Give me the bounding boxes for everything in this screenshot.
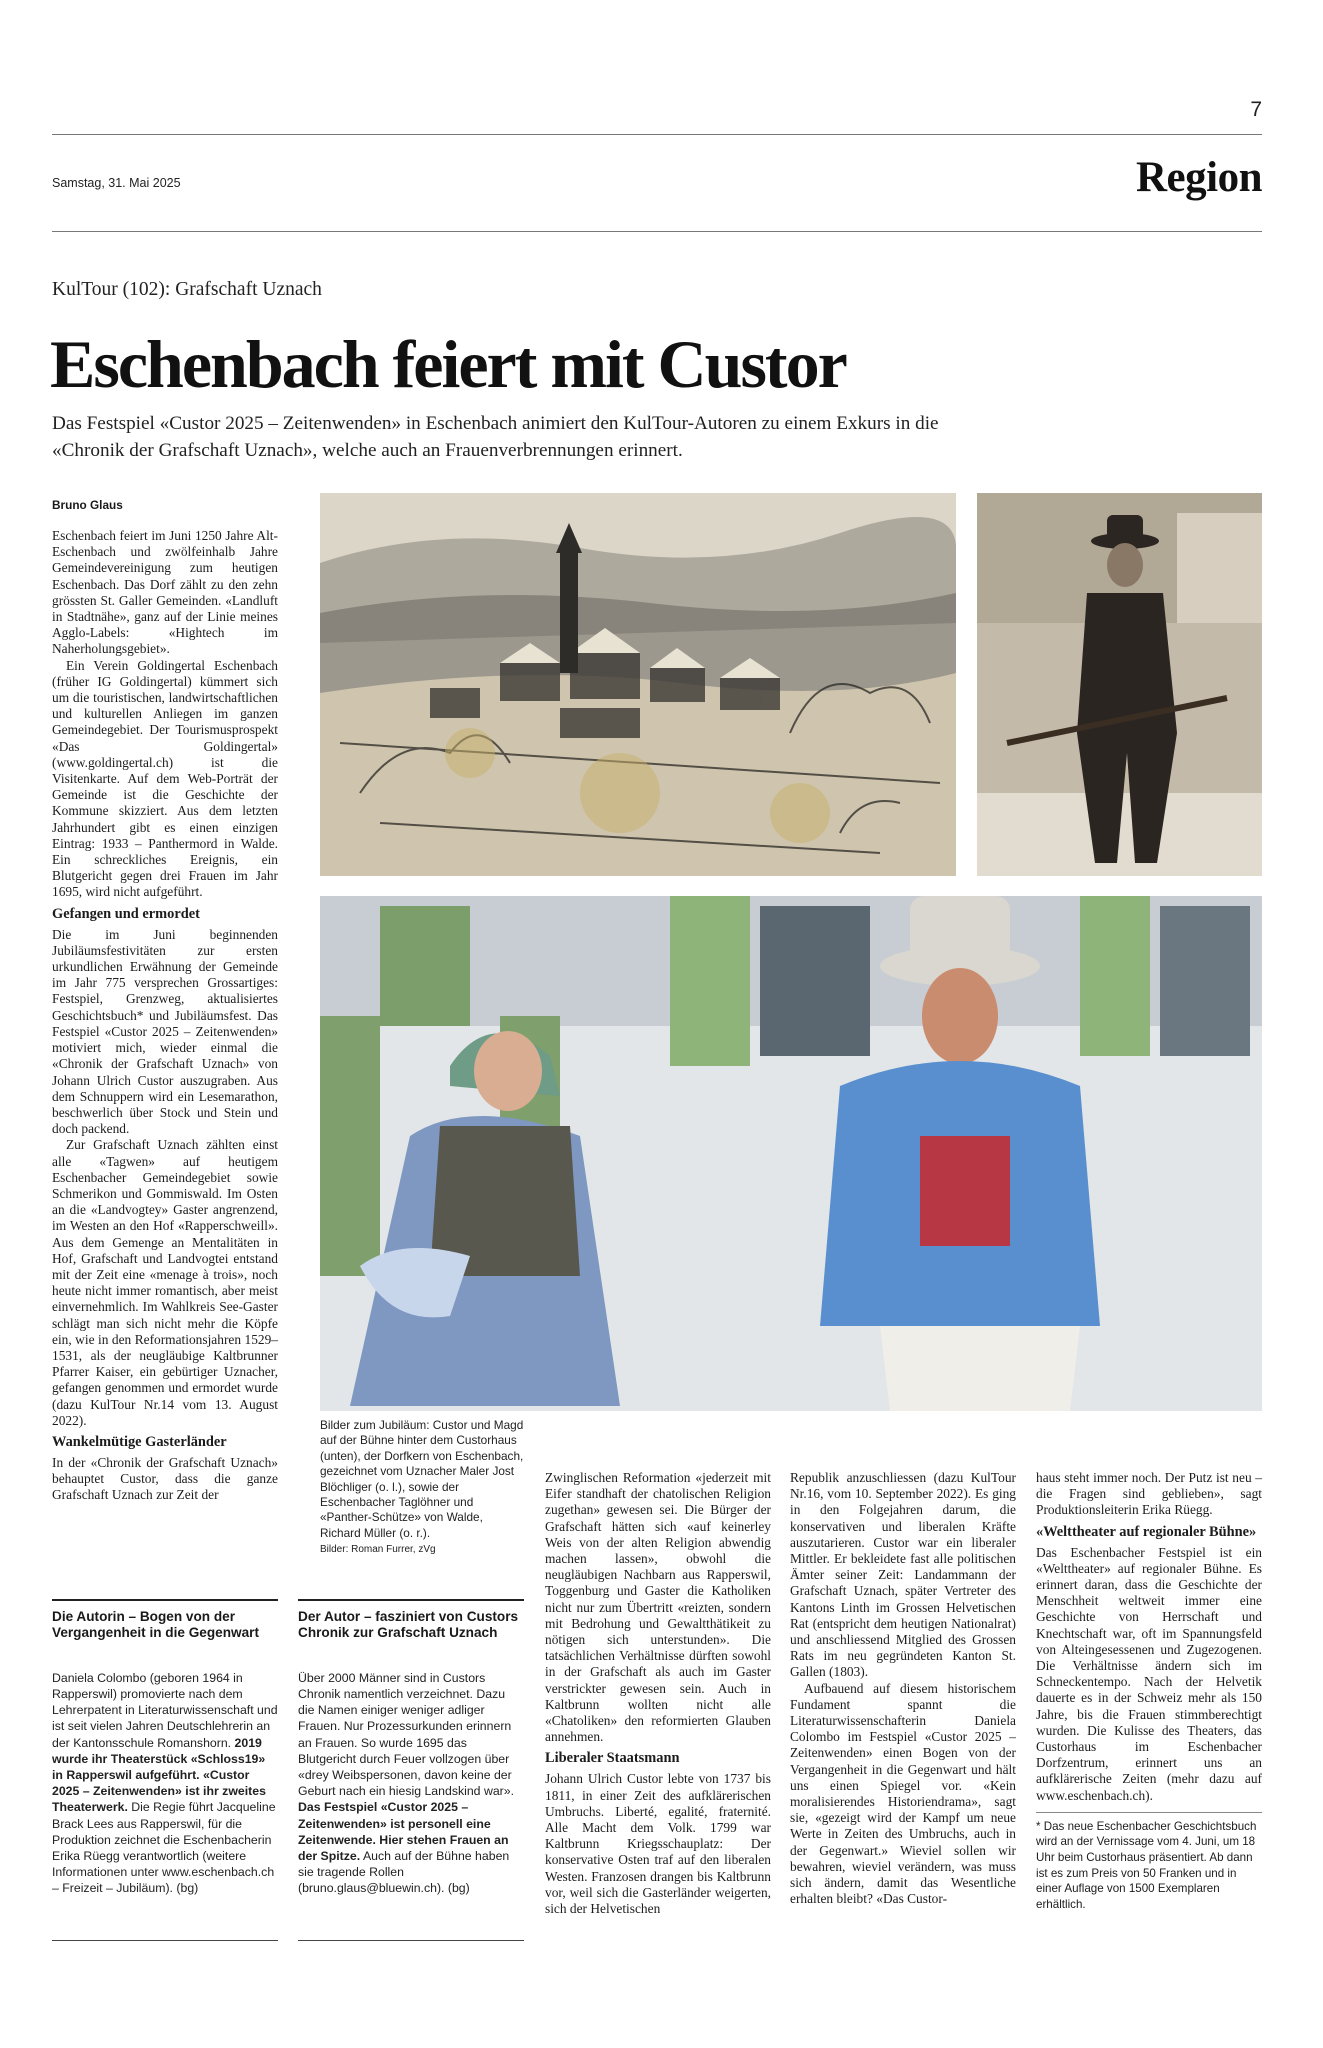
body-column-4 bbox=[790, 1470, 1016, 1907]
box-top-rule bbox=[298, 1599, 524, 1601]
paragraph: Republik anzuschliessen (dazu KulTour Nr.16, vom 10. September 2022). Es ging in den Folgejahren darum, die konservativen und liberalen Kräfte auszutarieren. Custor war ein liberaler Mittler. Er bekleidete fast alle politischen Ämter seiner Zeit: Landammann der Grafschaft Uznach, später Vertreter des Kantons Linth im Grossen Helvetischen Rat (entspricht dem heutigen Nationalrat) und anschliessend Mitglied des Grossen Rats im neu gegründeten Kanton St. Gallen (1803). bbox=[790, 1470, 1016, 1680]
paragraph: Zwinglischen Reformation «jederzeit mit Eifer standhaft der chatolischen Religion zugethan» gewesen sei. Die Bürger der Grafschaft hätten sich «auf keinerley Weis von der alten Religion abwendig machen lassen», obwohl die neugläubigen Nachbarn aus Rapperswil, Toggenburg und Gaster die Katholiken nicht nur zum Übertritt «reizten, sondern mit Bedrohung und Gewaltthätikeit zu nötigen sich unterstunden». Die tatsächlichen Verhältnisse dürften sowohl in der Grafschaft als auch im Gaster verstrickter gewesen sein. Auch in Kaltbrunn wollten nicht alle «Chatoliken» den reformierten Glauben annehmen. bbox=[545, 1470, 771, 1745]
kicker: KulTour (102): Grafschaft Uznach bbox=[52, 279, 322, 300]
box-title: Der Autor – fasziniert von Custors Chronik zur Grafschaft Uznach bbox=[298, 1609, 519, 1641]
photo-caption bbox=[320, 1418, 525, 1558]
drawing-village-image bbox=[320, 493, 956, 876]
issue-date: Samstag, 31. Mai 2025 bbox=[52, 176, 181, 190]
paragraph: Johann Ulrich Custor lebte von 1737 bis 1811, in einer Zeit des aufklärerischen Umbruchs. Liberté, egalité, fraternité. Alle Macht dem Volk. 1799 war Kaltbrunn Kriegsschauplatz: Der konservative Osten traf auf den liberalen Westen. Franzosen drangen bis Kaltbrunn vor, weil sich die Gasterländer weigerten, sich der Helvetischen bbox=[545, 1771, 771, 1917]
info-box-author-male bbox=[298, 1599, 524, 1941]
body-column-1 bbox=[52, 528, 278, 1504]
paragraph: In der «Chronik der Grafschaft Uznach» behauptet Custor, dass die ganze Grafschaft Uznach zur Zeit der bbox=[52, 1454, 278, 1503]
subheading: Liberaler Staatsmann bbox=[545, 1750, 680, 1767]
author-byline: Bruno Glaus bbox=[52, 498, 123, 512]
paragraph: Eschenbach feiert im Juni 1250 Jahre Alt-Eschenbach und zwölfeinhalb Jahre Gemeindevereinigung zum heutigen Eschenbach. Das Dorf zählt zu den zehn grössten St. Galler Gemeinden. «Landluft in Stadtnähe», ganz auf der Linie meines Agglo-Labels: «Hightech im Naherholungsgebiet». bbox=[52, 528, 278, 657]
box-text bbox=[298, 1670, 524, 1897]
caption-text: Bilder zum Jubiläum: Custor und Magd auf der Bühne hinter dem Custorhaus (unten), der Dorfkern von Eschenbach, gezeichnet vom Uznacher Maler Jost Blöchliger (o. l.), sowie der Eschenbacher Taglöhner und «Panther-Schütze» von Walde, Richard Müller (o. r.). bbox=[320, 1418, 524, 1540]
page-number: 7 bbox=[1250, 98, 1262, 121]
box-bottom-rule bbox=[52, 1940, 278, 1941]
box-text-part: Die Regie führt Jacqueline Brack Lees aus Rapperswil, für die Produktion zeichnet die Eschenbacherin Erika Rüegg verantwortlich (weitere Informationen unter www.eschenbach.ch – Freizeit – Jubiläum). (bg) bbox=[52, 1800, 276, 1896]
box-text-bold: 2019 wurde ihr Theaterstück «Schloss19» in Rapperswil aufgeführt. «Custor 2025 – Zeitenwenden» ist ihr zweites Theaterwerk. bbox=[52, 1735, 266, 1815]
box-title: Die Autorin – Bogen von der Vergangenheit in die Gegenwart bbox=[52, 1609, 259, 1641]
info-box-author-female bbox=[52, 1599, 278, 1941]
section-title: Region bbox=[1136, 154, 1262, 201]
subheading: Wankelmütige Gasterländer bbox=[52, 1433, 227, 1450]
lead-text: Das Festspiel «Custor 2025 – Zeitenwenden» in Eschenbach animiert den KulTour-Autoren zu einem Exkurs in die «Chronik der Grafschaft Uznach», welche auch an Frauenverbrennungen erinnert. bbox=[52, 413, 939, 461]
portrait-rifle-man-image bbox=[977, 493, 1262, 876]
box-bottom-rule bbox=[298, 1940, 524, 1941]
stage-actors-image bbox=[320, 896, 1262, 1411]
subheading: Gefangen und ermordet bbox=[52, 905, 200, 922]
header-rule-bottom bbox=[52, 231, 1262, 232]
header-rule-top bbox=[52, 134, 1262, 135]
photo-credit: Bilder: Roman Furrer, zVg bbox=[320, 1544, 436, 1556]
paragraph: Ein Verein Goldingertal Eschenbach (früher IG Goldingertal) kümmert sich um die touristischen, landwirtschaftlichen und kulturellen Anliegen im ganzen Gemeindegebiet. Der Tourismusprospekt «Das Goldingertal» (www.goldingertal.ch) ist die Visitenkarte. Auf dem Web-Porträt der Gemeinde ist die Geschichte der Kommune skizziert. Aus dem letzten Jahrhundert gibt es einen einzigen Eintrag: 1933 – Panthermord in Walde. Ein schreckliches Ereignis, ein Blutgericht gegen drei Frauen im Jahr 1695, wird nicht aufgeführt. bbox=[52, 657, 278, 900]
headline: Eschenbach feiert mit Custor bbox=[50, 326, 846, 402]
box-text-part: Daniela Colombo (geboren 1964 in Rapperswil) promovierte nach dem Lehrerpatent in Literaturwissenschaft und ist seit vielen Jahren Deutschlehrerin an der Kantonsschule Romanshorn. bbox=[52, 1670, 278, 1750]
footnote-rule bbox=[1036, 1812, 1262, 1813]
footnote: * Das neue Eschenbacher Geschichtsbuch wird an der Vernissage vom 4. Juni, um 18 Uhr beim Custorhaus präsentiert. Ab dann ist es zum Preis von 50 Franken und in einer Auflage von 1500 Exemplaren erhältlich. bbox=[1036, 1819, 1257, 1911]
paragraph: Aufbauend auf diesem historischem Fundament spannt die Literaturwissenschafterin Daniela Colombo im Festspiel «Custor 2025 – Zeitenwenden» einen Bogen von der Vergangenheit in die Gegenwart und hält uns einen Spiegel vor. «Kein moralisierendes Historiendrama», sagt sie, «gezeigt wird der Kampf um neue Werte in Zeiten des Umbruchs, auch in der Gegenwart.» Wieviel sollen wir bewahren, wieviel verändern, was muss sich ändern, damit das Wesentliche erhalten bleibt? «Das Custor- bbox=[790, 1680, 1016, 1907]
box-text-part: Auch auf der Bühne haben sie tragende Rollen (bruno.glaus@bluewin.ch). (bg) bbox=[298, 1849, 510, 1896]
paragraph: Die im Juni beginnenden Jubiläumsfestivitäten zur ersten urkundlichen Erwähnung der Gemeinde im Jahr 775 versprechen Grossartiges: Festspiel, Grenzweg, aktualisiertes Geschichtsbuch* und Jubiläumsfest. Das Festspiel «Custor 2025 – Zeitenwenden» motiviert mich, wieder einmal die «Chronik der Grafschaft Uznach» von Johann Ulrich Custor auszugraben. Aus dem Schnuppern wird ein Lesemarathon, beschwerlich über Stock und Stein und doch packend. bbox=[52, 926, 278, 1137]
box-text-bold: Das Festspiel «Custor 2025 – Zeitenwenden» ist personell eine Zeitenwende. Hier stehen Frauen an der Spitze. bbox=[298, 1800, 509, 1864]
box-text-part: Über 2000 Männer sind in Custors Chronik namentlich verzeichnet. Dazu die Namen einiger weniger adliger Frauen. Nur Prozessurkunden erinnern an Frauen. So wurde 1695 das Blutgericht durch Feuer vollzogen über «drey Weibspersonen, davon keine der Geburt nach ein hiesig Landskind war». bbox=[298, 1670, 515, 1799]
paragraph: Zur Grafschaft Uznach zählten einst alle «Tagwen» auf heutigem Eschenbacher Gemeindegebiet sowie Schmerikon und Gommiswald. Im Osten an die «Landvogtey» Gaster angrenzend, im Westen an den Hof «Rapperschweill». Aus dem Gemenge an Mentalitäten in Hof, Grafschaft und Landvogtei entstand mit der Zeit eine «menage à trois», noch heute nicht immer romantisch, aber meist einvernehmlich. Im Wahlkreis See-Gaster schlägt man sich nicht mehr die Köpfe ein, wie in den Reformationsjahren 1529–1531, als der neugläubige Kaltbrunner Pfarrer Kaiser, ein gebürtiger Uznacher, gefangen genommen und ermordet wurde (dazu KulTour Nr.14 vom 13. August 2022). bbox=[52, 1137, 278, 1428]
subheading: «Welttheater auf regionaler Bühne» bbox=[1036, 1523, 1257, 1540]
box-text bbox=[52, 1670, 278, 1897]
paragraph: Das Eschenbacher Festspiel ist ein «Welttheater» auf regionaler Bühne. Es erinnert daran, dass die Geschichte der Menschheit weltweit immer eine Geschichte von Herrschaft und Knechtschaft war, oft im Spannungsfeld von Alteingesessenen und Zugezogenen. Die Verhältnisse ändern sich im Schneckentempo. Nach der Helvetik dauerte es in der Schweiz mehr als 150 Jahre, bis die Frauen stimmberechtigt wurden. Die Kulisse des Theaters, das Custorhaus im Eschenbacher Dorfzentrum, erinnert uns an aufklärerische Zeiten (mehr dazu auf www.eschenbach.ch). bbox=[1036, 1544, 1262, 1803]
paragraph: haus steht immer noch. Der Putz ist neu – die Fragen sind geblieben», sagt Produktionsleiterin Erika Rüegg. bbox=[1036, 1470, 1262, 1518]
box-top-rule bbox=[52, 1599, 278, 1601]
body-column-3 bbox=[545, 1470, 771, 1917]
body-column-5 bbox=[1036, 1470, 1262, 1912]
